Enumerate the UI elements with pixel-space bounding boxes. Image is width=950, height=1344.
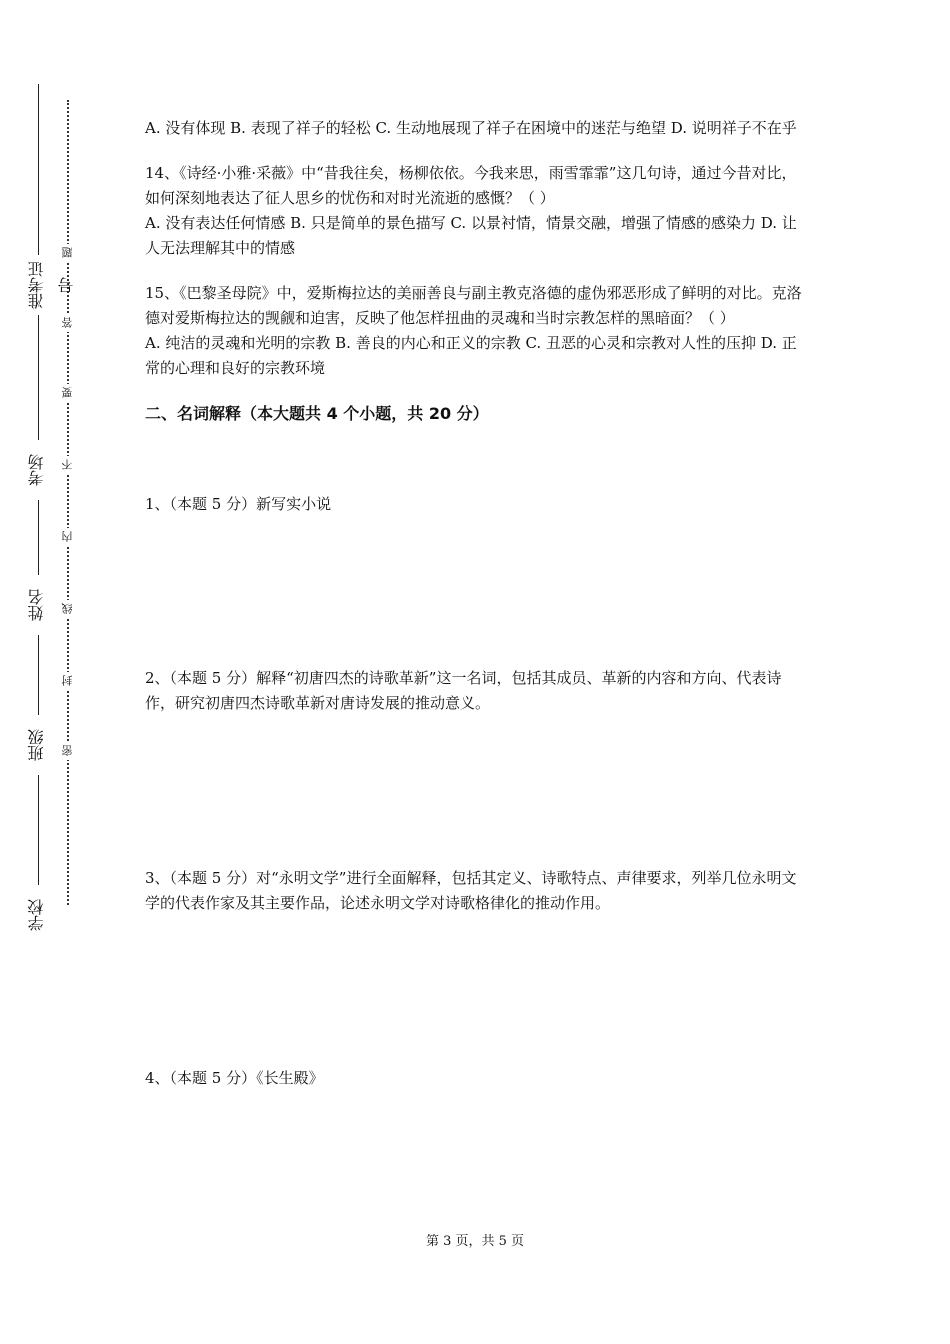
seal-char: 题 <box>59 244 77 262</box>
question-13-block <box>145 116 810 141</box>
class-label: 班级 <box>22 715 52 775</box>
term-question-1: 1、（本题 5 分）新写实小说 <box>145 495 332 513</box>
question-15-options: A. 纯洁的灵魂和光明的宗教 B. 善良的内心和正义的宗教 C. 丑恶的心灵和宗教对人性的压抑 D. 正常的心理和良好的宗教环境 <box>145 334 797 377</box>
seal-char: 答 <box>59 314 77 332</box>
question-15-stem: 15、《巴黎圣母院》中，爱斯梅拉达的美丽善良与副主教克洛德的虚伪邪恶形成了鲜明的对比。克洛德对爱斯梅拉达的觊觎和迫害，反映了他怎样扭曲的灵魂和当时宗教怎样的黑暗面？（ ） <box>145 284 802 327</box>
seal-char: 线 <box>59 600 77 618</box>
section-2-title: 二、名词解释（本大题共 4 个小题，共 20 分） <box>145 404 489 423</box>
question-14-options: A. 没有表达任何情感 B. 只是简单的景色描写 C. 以景衬情，情景交融，增强了情感的感染力 D. 让人无法理解其中的情感 <box>145 214 797 257</box>
question-14-stem: 14、《诗经·小雅·采薇》中“昔我往矣，杨柳依依。今我来思，雨雪霏霏”这几句诗，通过今昔对比，如何深刻地表达了征人思乡的忧伤和对时光流逝的感慨？（ ） <box>145 164 797 207</box>
term-question-4: 4、（本题 5 分）《长生殿》 <box>145 1069 324 1087</box>
seal-char: 不 <box>59 456 77 474</box>
binding-solid-line <box>38 84 39 929</box>
exam-room-label: 考场 <box>22 440 52 500</box>
seal-char: 内 <box>59 528 77 546</box>
term-question-3: 3、（本题 5 分）对“永明文学”进行全面解释，包括其定义、诗歌特点、声律要求，列举几位永明文学的代表作家及其主要作品，论述永明文学对诗歌格律化的推动作用。 <box>145 869 797 912</box>
seal-char: 密 <box>59 742 77 760</box>
school-label: 学校 <box>22 885 52 945</box>
question-13-options: A. 没有体现 B. 表现了祥子的轻松 C. 生动地展现了祥子在困境中的迷茫与绝望 D. 说明祥子不在乎 <box>145 119 797 137</box>
exam-id-label: 准考证号 <box>22 255 52 315</box>
page-footer: 第 3 页，共 5 页 <box>425 1234 525 1249</box>
seal-char: 要 <box>59 384 77 402</box>
seal-char: 封 <box>59 672 77 690</box>
question-14-block <box>145 161 810 261</box>
term-question-2: 2、（本题 5 分）解释“初唐四杰的诗歌革新”这一名词，包括其成员、革新的内容和方向、代表诗作，研究初唐四杰诗歌革新对唐诗发展的推动意义。 <box>145 669 782 712</box>
seal-dotted-line <box>67 100 69 905</box>
name-label: 姓名 <box>22 575 52 635</box>
question-15-block <box>145 281 810 381</box>
question-content <box>145 116 810 426</box>
